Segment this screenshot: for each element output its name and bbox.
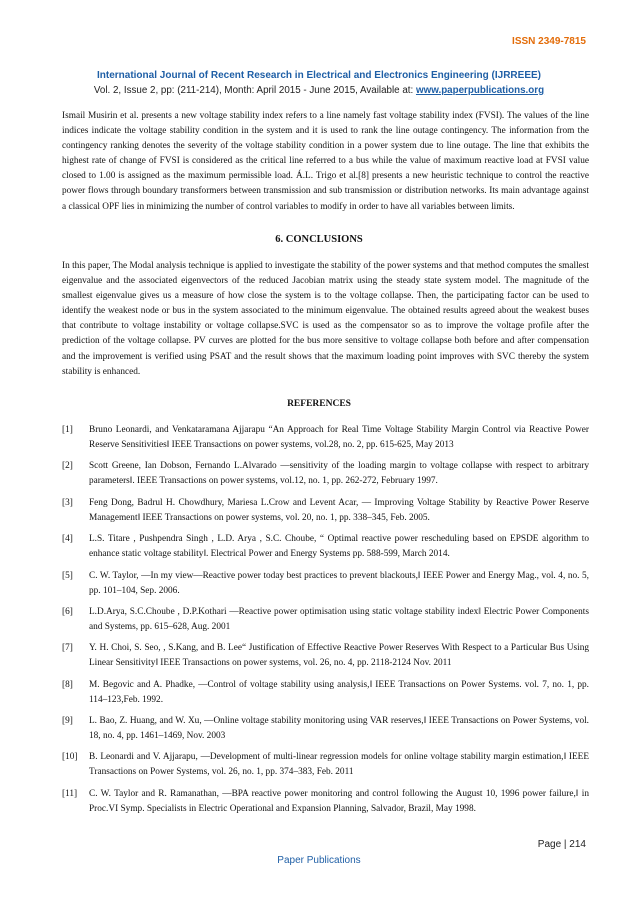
reference-item [62, 678, 589, 708]
reference-item [62, 569, 589, 599]
reference-number: [1] [62, 425, 73, 435]
reference-item [62, 532, 589, 562]
reference-number: [7] [62, 643, 73, 654]
intro-paragraph: Ismail Musirin et al. presents a new voltage stability index refers to a line namely fast voltage stability index (FVSI). The values of the line indices indicate the voltage stability condition in the system and it is used to rank the line outage contingency. The information from the contingency ranking denotes the severity of the voltage stability condition in a power system due to line outage. The line that exhibits the highest rate of change of FVSI is considered as the critical line referred to a bus while the value of maximum reactive load at FVSI value closed to 1.00 is assigned as the maximum permissible load. Á.L. Trigo et al.[8] presents a new heuristic technique to control the reactive power flows through boundary transformers between transmission and sub transmission or distribution networks. Its main advantage against a classical OPF lies in minimizing the number of control variables to modify in order to have all variables between limits. [62, 111, 589, 212]
reference-number: [11] [62, 788, 78, 799]
reference-item [62, 605, 589, 635]
reference-number: [5] [62, 570, 73, 581]
reference-item [62, 714, 589, 744]
reference-item [62, 459, 589, 489]
reference-text: L. Bao, Z. Huang, and W. Xu, ―Online voltage stability monitoring using VAR reserves,‖ IEEE Transactions on Power Systems, vol. 18, no. 4, pp. 1461–1469, Nov. 2003 [89, 716, 589, 742]
reference-text: Y. H. Choi, S. Seo, , S.Kang, and B. Lee“ Justification of Effective Reactive Power Reserves With Respect to a Particular Bus Using Linear Sensitivity‖ IEEE Transactions on power systems, vol. 26, no. 4, pp. 2118-2124 Nov. 2011 [89, 643, 589, 669]
reference-number: [3] [62, 497, 73, 508]
reference-number: [9] [62, 716, 73, 726]
references-heading: REFERENCES [287, 399, 351, 409]
reference-text: M. Begovic and A. Phadke, ―Control of voltage stability using analysis,‖ IEEE Transactions on Power Systems. vol. 7, no. 1, pp. 114–123,Feb. 1992. [89, 679, 589, 705]
website-link[interactable]: www.paperpublications.org [415, 85, 545, 96]
reference-item [62, 787, 589, 817]
reference-text: C. W. Taylor, ―In my view—Reactive power today best practices to prevent blackouts,‖ IEEE Power and Energy Mag., vol. 4, no. 5, pp. 101–104, Sep. 2006. [89, 570, 589, 596]
reference-item [62, 641, 589, 671]
references-list [62, 423, 589, 823]
reference-text: Bruno Leonardi, and Venkataramana Ajjarapu “An Approach for Real Time Voltage Stability Margin Control via Reactive Power Reserve Sensitivities‖ IEEE Transactions on power systems, vol.28, no. 2, pp. 615-625, May 2013 [89, 425, 589, 451]
reference-text: L.S. Titare , Pushpendra Singh , L.D. Arya , S.C. Choube, “ Optimal reactive power rescheduling based on EPSDE algorithm to enhance static voltage stability‖. Electrical Power and Energy Systems pp. 588-599, March 2014. [89, 534, 589, 560]
reference-text: Scott Greene, Ian Dobson, Fernando L.Alvarado ―sensitivity of the loading margin to voltage collapse with respect to arbitrary parameters‖. IEEE Transactions on power systems, vol.12, no. 1, pp. 262-272, February 1997. [89, 461, 589, 487]
reference-text: L.D.Arya, S.C.Choube , D.P.Kothari ―Reactive power optimisation using static voltage stability index‖ Electric Power Components and Systems, pp. 615–628, Aug. 2001 [89, 606, 589, 632]
reference-text: Feng Dong, Badrul H. Chowdhury, Mariesa L.Crow and Levent Acar, ― Improving Voltage Stability by Reactive Power Reserve Management‖ IEEE Transactions on power systems, vol. 20, no. 1, pp. 338–345, Feb. 2005. [89, 497, 589, 523]
reference-text: B. Leonardi and V. Ajjarapu, ―Development of multi-linear regression models for online voltage stability margin estimation,‖ IEEE Transactions on Power Systems, vol. 26, no. 1, pp. 374–383, Feb. 2011 [89, 752, 589, 778]
reference-number: [10] [62, 752, 78, 763]
reference-number: [2] [62, 461, 73, 472]
reference-item [62, 750, 589, 780]
journal-title: International Journal of Recent Research in Electrical and Electronics Engineering (IJRREEE) [96, 70, 541, 81]
reference-item [62, 423, 589, 453]
reference-item [62, 496, 589, 526]
reference-number: [6] [62, 606, 73, 617]
conclusions-paragraph: In this paper, The Modal analysis technique is applied to investigate the stability of the power systems and that method computes the smallest eigenvalue and the associated eigenvectors of the reduced Jacobian matrix using the steady state system model. The magnitude of the smallest eigenvalue gives us a measure of how close the system is to the voltage collapse. Then, the participating factor can be used to identify the weakest node or bus in the system associated to the minimum eigenvalue. The obtained results agreed about the weakest buses that contribute to voltage instability or voltage collapse.SVC is used as the compensator so as to improve the voltage profile after the prediction of the voltage collapse. PV curves are plotted for the bus more sensitive to voltage collapse both before and after compensation and the improvement is verified using PSAT and the result shows that the maximum loading point improves with SVC thereby the system stability is enhanced. [62, 261, 589, 377]
publisher-footer: Paper Publications [277, 855, 361, 866]
volume-info-text: Vol. 2, Issue 2, pp: (211-214), Month: April 2015 - June 2015, Available at: [93, 85, 416, 96]
volume-info [0, 85, 638, 96]
conclusions-heading: 6. CONCLUSIONS [275, 234, 363, 245]
page-number: Page | 214 [537, 839, 586, 850]
reference-number: [4] [62, 534, 73, 545]
reference-text: C. W. Taylor and R. Ramanathan, ―BPA reactive power monitoring and control following the August 10, 1996 power failure,‖ in Proc.VI Symp. Specialists in Electric Operational and Expansion Planning, Salvador, Brazil, May 1998. [89, 788, 589, 814]
issn-label: ISSN 2349-7815 [512, 36, 586, 47]
reference-number: [8] [62, 679, 73, 690]
